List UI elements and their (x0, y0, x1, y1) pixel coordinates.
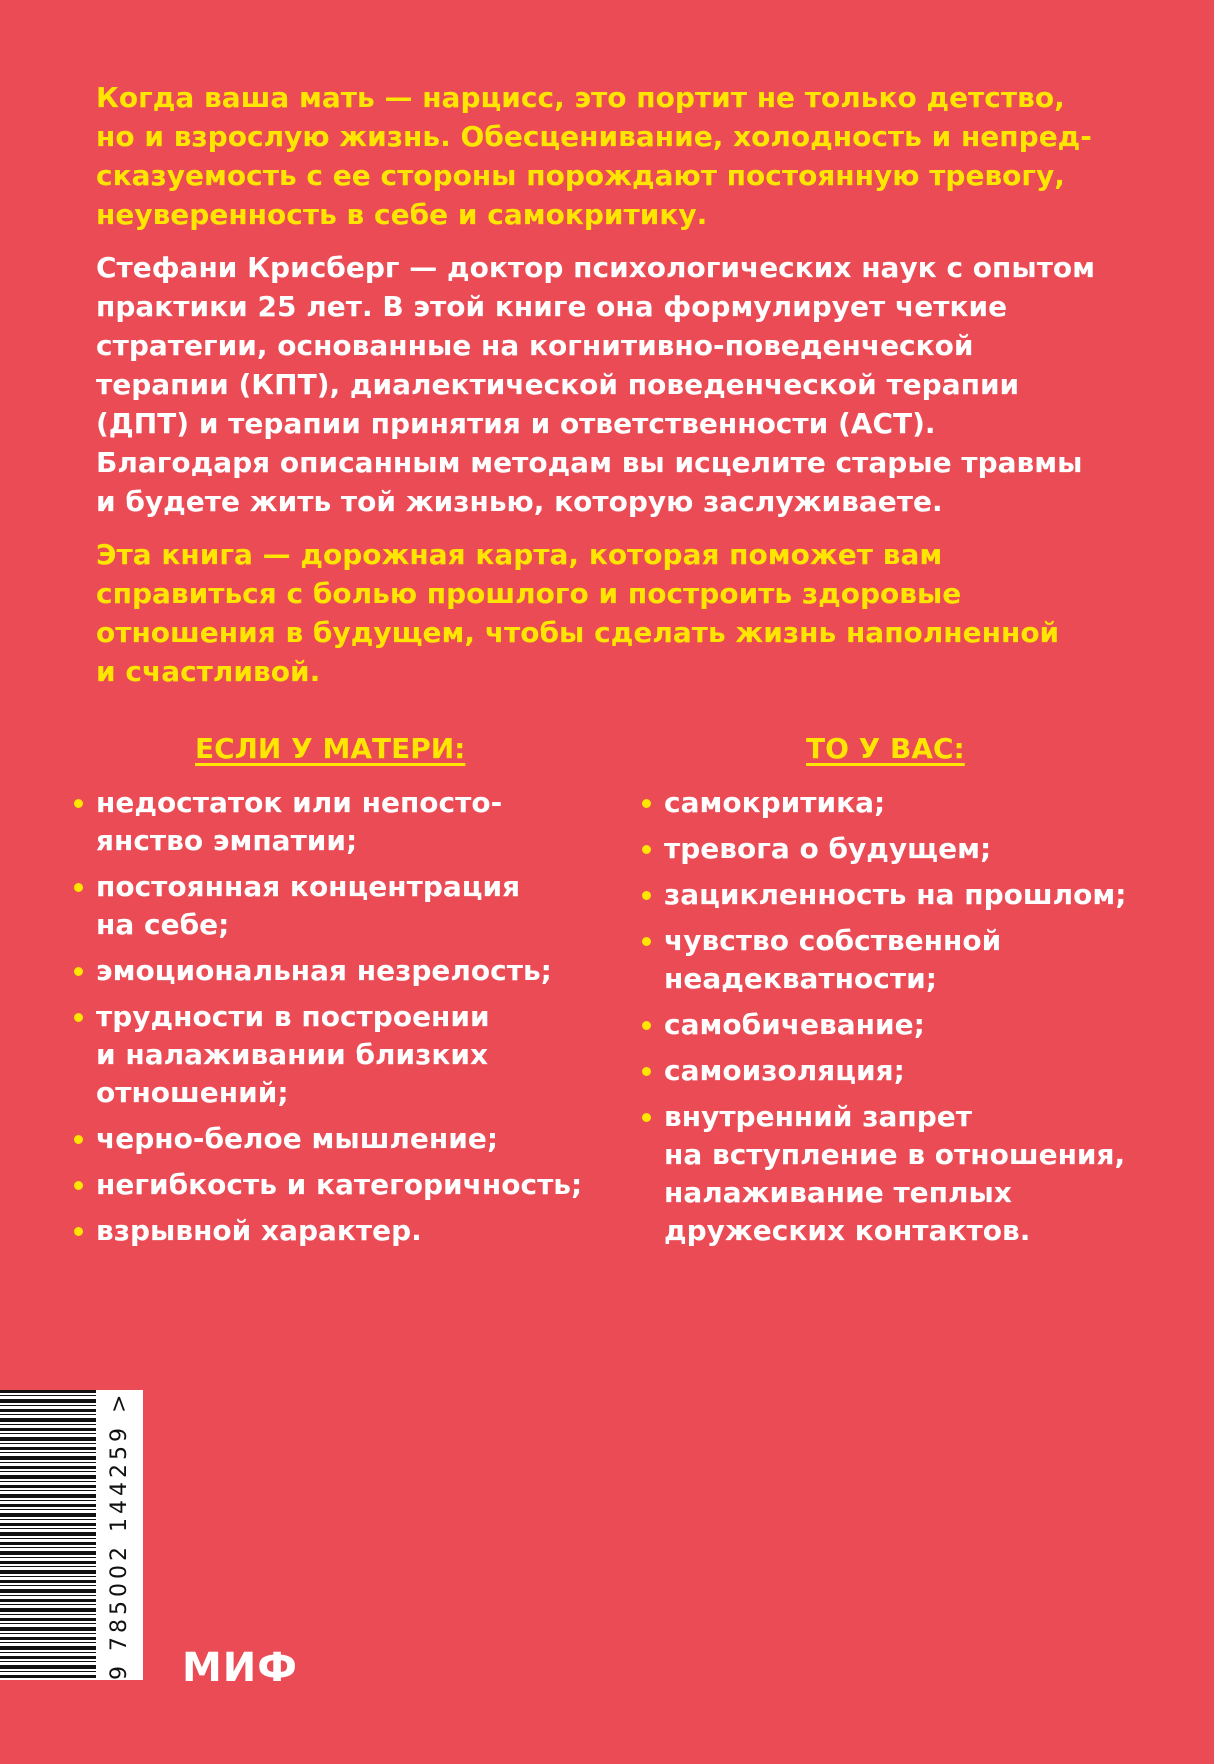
bullet-icon (74, 1013, 83, 1022)
isbn-barcode (0, 1390, 143, 1680)
list-item: чувство собственной неадекватности; (642, 922, 1162, 998)
bullet-icon (642, 891, 651, 900)
list-item: самоизоляция; (642, 1052, 1162, 1090)
list-item: самокритика; (642, 784, 1162, 822)
annotation-text (96, 78, 1136, 705)
list-item: негибкость и категоричность; (74, 1166, 614, 1204)
mother-traits-heading: ЕСЛИ У МАТЕРИ: (195, 732, 466, 765)
list-item: постоянная концентрация на себе; (74, 868, 614, 944)
bullet-icon (642, 1113, 651, 1122)
bullet-icon (642, 845, 651, 854)
child-effects-heading: ТО У ВАС: (806, 732, 965, 765)
child-effects-column (642, 728, 1162, 1258)
list-item: тревога о будущем; (642, 830, 1162, 868)
list-item: черно-белое мышление; (74, 1120, 614, 1158)
list-item: внутренний запрет на вступление в отношения, налаживание теплых дружеских контактов. (642, 1098, 1162, 1250)
bullet-icon (74, 883, 83, 892)
list-item: недостаток или непосто- янство эмпатии; (74, 784, 614, 860)
bullet-icon (74, 1227, 83, 1236)
bullet-icon (74, 799, 83, 808)
list-item: взрывной характер. (74, 1212, 614, 1250)
bullet-icon (642, 937, 651, 946)
publisher-logo: МИФ (182, 1645, 298, 1691)
mother-traits-list (74, 784, 614, 1250)
bullet-icon (642, 799, 651, 808)
barcode-digits: 9 785002 144259 > (107, 1390, 132, 1680)
bullet-icon (74, 967, 83, 976)
child-effects-list (642, 784, 1162, 1250)
intro-paragraph-1: Когда ваша мать — нарцисс, это портит не только детство, но и взрослую жизнь. Обесценивание, холодность и непред- сказуемость с ее стороны порождают постоянную тревогу, неуверенность в себе и самокритику. (96, 81, 1092, 231)
list-item: самобичевание; (642, 1006, 1162, 1044)
bullet-icon (74, 1181, 83, 1190)
list-item: эмоциональная незрелость; (74, 952, 614, 990)
mother-traits-column (74, 728, 614, 1258)
barcode-bars (0, 1390, 96, 1680)
intro-paragraph-3: Эта книга — дорожная карта, которая поможет вам справиться с болью прошлого и построить здоровые отношения в будущем, чтобы сделать жизнь наполненной и счастливой. (96, 538, 1060, 688)
list-item: зацикленность на прошлом; (642, 876, 1162, 914)
bullet-icon (642, 1021, 651, 1030)
list-item: трудности в построении и налаживании близких отношений; (74, 998, 614, 1112)
bullet-icon (642, 1067, 651, 1076)
bullet-icon (74, 1135, 83, 1144)
intro-paragraph-2: Стефани Крисберг — доктор психологических наук с опытом практики 25 лет. В этой книге она формулирует четкие стратегии, основанные на когнитивно-поведенческой терапии (КПТ), диалектической поведенческой терапии (ДПТ) и терапии принятия и ответственности (АСТ). Благодаря описанным методам вы исцелите старые травмы и будете жить той жизнью, которую заслуживаете. (96, 251, 1096, 518)
